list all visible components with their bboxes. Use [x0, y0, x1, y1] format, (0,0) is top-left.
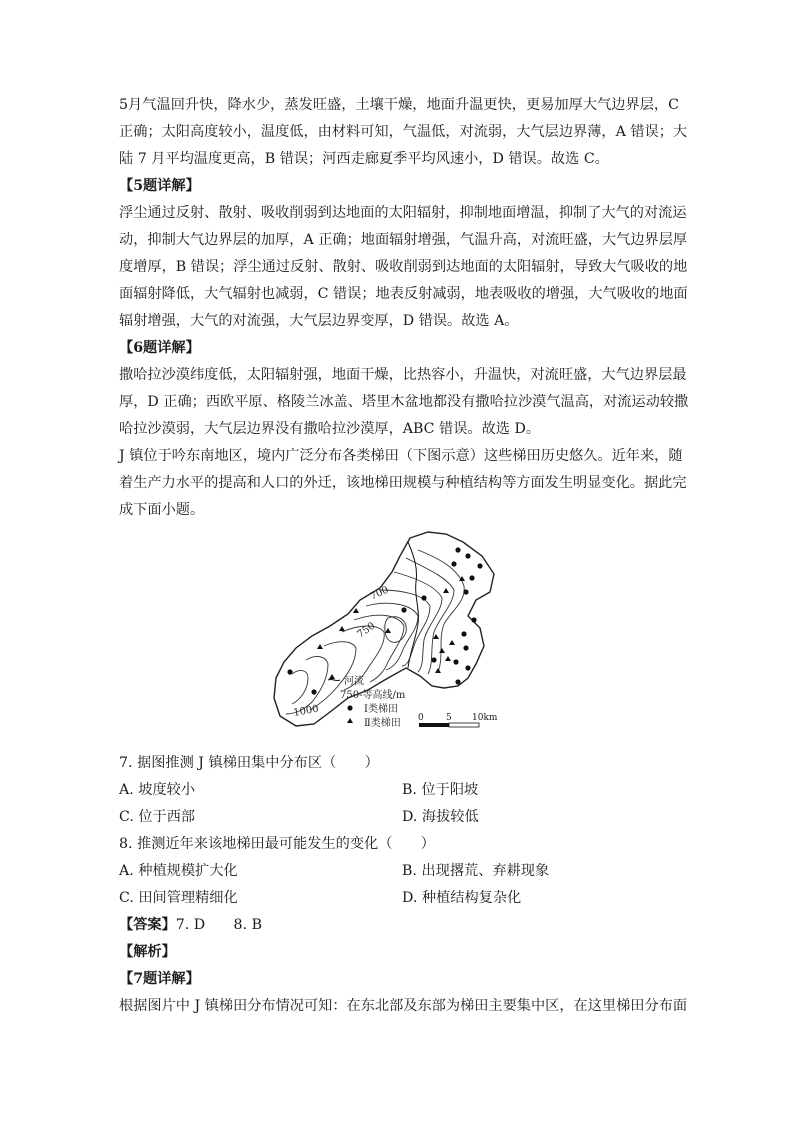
q6-line: 哈拉沙漠弱，大气层边界没有撒哈拉沙漠厚，ABC 错误。故选 D。 [119, 421, 541, 437]
q7-option-c: C. 位于西部 [119, 809, 196, 825]
material-line: 着生产力水平的提高和人口的外迁，该地梯田规模与种植结构等方面发生明显变化。据此完 [119, 475, 687, 491]
answer-line [119, 912, 262, 938]
type1-terrace-dot [455, 679, 460, 684]
scale-bar [418, 713, 498, 727]
type1-terrace-dot [401, 607, 406, 612]
q5-line: 面辐射降低，大气辐射也减弱，C 错误；地表反射减弱，地表吸收的增强，大气吸收的地面 [119, 286, 688, 302]
material-line: J 镇位于吟东南地区，境内广泛分布各类梯田（下图示意）这些梯田历史悠久。近年来，随 [119, 448, 683, 464]
type1-terrace-dot [421, 595, 426, 600]
q8-option-c: C. 田间管理精细化 [119, 890, 238, 906]
type1-terrace-dot [451, 561, 456, 566]
explanation-line: 正确；太阳高度较小，温度低，由材料可知，气温低，对流弱，大气层边界薄，A 错误；大 [119, 124, 688, 140]
scale-mid: 5 [446, 713, 452, 723]
terrace-map [268, 528, 504, 740]
q8-option-d: D. 种植结构复杂化 [402, 890, 522, 906]
q7-option-a: A. 坡度较小 [119, 782, 196, 798]
analysis-label: 【解析】 [119, 944, 176, 960]
legend-river-label: 河流 [344, 676, 364, 687]
q6-header: 【6题详解】 [119, 340, 200, 356]
legend-type1-symbol [347, 705, 352, 710]
legend-contour-label: 750-等高线/m [340, 690, 406, 701]
type1-terrace-dot [453, 659, 458, 664]
q8-option-a: A. 种植规模扩大化 [119, 863, 238, 879]
legend-type1-label: Ⅰ类梯田 [364, 704, 398, 715]
q7-option-b: B. 位于阳坡 [402, 782, 479, 798]
type1-terrace-dot [463, 589, 468, 594]
answer-text: 7. D 8. B [175, 917, 263, 933]
q7-stem: 7. 据图推测 J 镇梯田集中分布区（ ） [119, 755, 379, 771]
legend-type2-label: Ⅱ类梯田 [364, 718, 401, 729]
explanation-line: 5月气温回升快，降水少，蒸发旺盛，土壤干燥，地面升温更快，更易加厚大气边界层，C [119, 97, 679, 113]
type1-terrace-dot [465, 553, 470, 558]
type1-terrace-dot [431, 657, 436, 662]
q6-line: 厚，D 正确；西欧平原、格陵兰冰盖、塔里木盆地都没有撒哈拉沙漠气温高，对流运动较撒 [119, 394, 689, 410]
q8-option-b: B. 出现撂荒、弃耕现象 [402, 863, 550, 879]
material-line: 成下面小题。 [119, 502, 205, 518]
q6-line: 撒哈拉沙漠纬度低，太阳辐射强，地面干燥，比热容小，升温快，对流旺盛，大气边界层最 [119, 367, 687, 383]
contour-label-750: 750 [355, 620, 378, 641]
q7-header: 【7题详解】 [119, 971, 200, 987]
type1-terrace-dot [471, 617, 476, 622]
q7-line: 根据图片中 J 镇梯田分布情况可知：在东北部及东部为梯田主要集中区，在这里梯田分布面 [119, 998, 688, 1014]
type1-terrace-dot [455, 547, 460, 552]
q5-line: 动，抑制大气边界层的加厚，A 正确；地面辐射增强，气温升高，对流旺盛，大气边界层厚 [119, 232, 688, 248]
q5-header: 【5题详解】 [119, 178, 200, 194]
scale-end: 10km [472, 713, 498, 723]
scale-zero: 0 [418, 713, 424, 723]
q7-option-d: D. 海拔较低 [402, 809, 479, 825]
contour-label-1000: 1000 [292, 703, 320, 719]
type1-terrace-dot [461, 631, 466, 636]
type1-terrace-dot [311, 689, 316, 694]
q5-line: 度增厚，B 错误；浮尘通过反射、散射、吸收削弱到达地面的太阳辐射，导致大气吸收的地 [119, 259, 688, 275]
q8-stem: 8. 推测近年来该地梯田最可能发生的变化（ ） [119, 836, 435, 852]
contour-label-700: 700 [368, 584, 391, 603]
answer-label: 【答案】 [119, 917, 176, 933]
q5-line: 浮尘通过反射、散射、吸收削弱到达地面的太阳辐射，抑制地面增温，抑制了大气的对流运 [119, 205, 687, 221]
type1-terrace-dot [465, 665, 470, 670]
type1-terrace-dot [469, 575, 474, 580]
scale-bar-black [419, 723, 449, 727]
type1-terrace-dot [477, 563, 482, 568]
scale-bar-white [449, 723, 479, 727]
legend-type2-symbol [347, 718, 353, 723]
type1-terrace-dot [287, 669, 292, 674]
type1-terrace-dot [463, 645, 468, 650]
q5-line: 辐射增强，大气的对流强，大气层边界变厚，D 错误。故选 A。 [119, 313, 519, 329]
explanation-line: 陆 7 月平均温度更高，B 错误；河西走廊夏季平均风速小，D 错误。故选 C。 [119, 151, 609, 167]
